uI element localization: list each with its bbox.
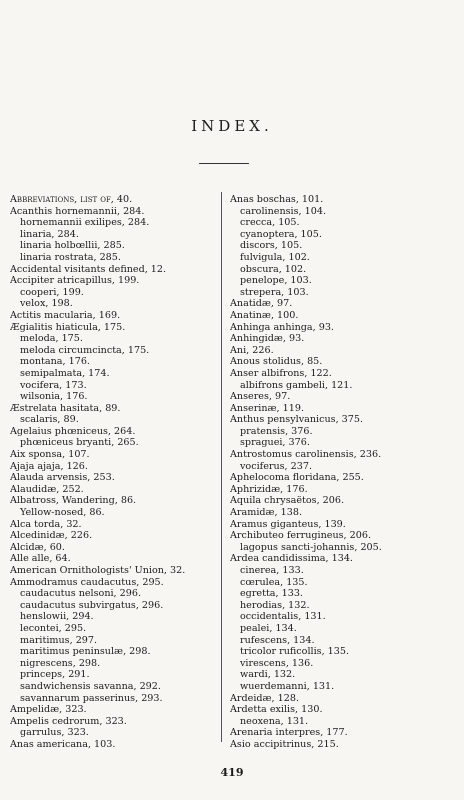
index-entry: Arenaria interpres, 177.: [230, 727, 348, 739]
index-entry: wuerdemanni, 131.: [240, 680, 335, 692]
index-entry: maritimus, 297.: [20, 634, 98, 646]
title-rule: [199, 163, 249, 164]
index-entry: linaria holbœllii, 285.: [20, 240, 125, 252]
index-entry: nigrescens, 298.: [20, 657, 101, 669]
index-entry: Anserinæ, 119.: [230, 402, 305, 414]
page-title: INDEX.: [191, 117, 273, 135]
index-entry: albifrons gambeli, 121.: [240, 379, 353, 391]
index-entry: sandwichensis savanna, 292.: [20, 680, 161, 692]
index-entry: fulvigula, 102.: [240, 251, 310, 263]
index-entry: spraguei, 376.: [240, 437, 310, 449]
index-entry: vocifera, 173.: [20, 379, 87, 391]
index-entry: Aix sponsa, 107.: [10, 449, 90, 461]
index-entry: Aramus giganteus, 139.: [230, 518, 346, 530]
index-entry: carolinensis, 104.: [240, 205, 327, 217]
index-entry: montana, 176.: [20, 356, 90, 368]
index-entry: maritimus peninsulæ, 298.: [20, 646, 151, 658]
index-entry: egretta, 133.: [240, 588, 303, 600]
index-entry: Ardea candidissima, 134.: [230, 553, 353, 565]
index-entry: wardi, 132.: [240, 669, 296, 681]
index-entry: caudacutus nelsoni, 296.: [20, 588, 142, 600]
index-entry: cooperi, 199.: [20, 286, 84, 298]
index-entry: Yellow-nosed, 86.: [20, 507, 105, 519]
index-entry: occidentalis, 131.: [240, 611, 326, 623]
index-entry: Alaudidæ, 252.: [10, 483, 84, 495]
index-entry: linaria, 284.: [20, 228, 79, 240]
index-entry: Acanthis hornemannii, 284.: [10, 205, 145, 217]
index-entry: linaria rostrata, 285.: [20, 251, 121, 263]
index-entry: Accidental visitants defined, 12.: [10, 263, 167, 275]
index-entry: Anas boschas, 101.: [230, 194, 324, 205]
index-entry: Ani, 226.: [230, 344, 274, 356]
index-entry: neoxena, 131.: [240, 715, 309, 727]
index-entry: meloda circumcincta, 175.: [20, 344, 150, 356]
index-entry: wilsonia, 176.: [20, 391, 88, 403]
index-entry: discors, 105.: [240, 240, 303, 252]
index-entry: henslowii, 294.: [20, 611, 94, 623]
index-entry: Anthus pensylvanicus, 375.: [230, 414, 364, 426]
index-entry: Asio accipitrinus, 215.: [230, 738, 339, 750]
index-entry: Alle alle, 64.: [10, 553, 71, 565]
index-entry: pealei, 134.: [240, 622, 297, 634]
index-entry: Ammodramus caudacutus, 295.: [10, 576, 164, 588]
index-entry: rufescens, 134.: [240, 634, 315, 646]
index-entry: Antrostomus carolinensis, 236.: [230, 449, 382, 461]
index-entry: strepera, 103.: [240, 286, 309, 298]
index-entry: virescens, 136.: [240, 657, 314, 669]
index-entry: obscura, 102.: [240, 263, 307, 275]
index-entry: Anatidæ, 97.: [230, 298, 293, 310]
index-entry: lecontei, 295.: [20, 622, 87, 634]
index-entry: Anous stolidus, 85.: [230, 356, 323, 368]
index-entry: princeps, 291.: [20, 669, 90, 681]
index-entry: Aramidæ, 138.: [230, 507, 303, 519]
index-entry: cyanoptera, 105.: [240, 228, 322, 240]
index-entry: Ardetta exilis, 130.: [230, 704, 323, 716]
index-entry: American Ornithologists' Union, 32.: [10, 565, 186, 576]
index-entry: herodias, 132.: [240, 599, 310, 611]
index-entry: Ardeidæ, 128.: [230, 692, 300, 704]
index-entry: lagopus sancti-johannis, 205.: [240, 541, 382, 553]
index-entry: Actitis macularia, 169.: [10, 309, 121, 321]
index-entry: Anatinæ, 100.: [230, 309, 299, 321]
index-entry: Alca torda, 32.: [10, 518, 82, 530]
index-entry: vociferus, 237.: [240, 460, 313, 472]
index-entry: semipalmata, 174.: [20, 367, 110, 379]
index-entry: tricolor ruficollis, 135.: [240, 646, 350, 658]
index-entry: scalaris, 89.: [20, 414, 79, 426]
index-entry: phœniceus bryanti, 265.: [20, 437, 139, 449]
index-entry: Anser albifrons, 122.: [230, 367, 332, 379]
index-entry: cinerea, 133.: [240, 565, 304, 576]
index-entry: Ampelis cedrorum, 323.: [10, 715, 127, 727]
index-entry: pratensis, 376.: [240, 425, 313, 437]
index-entry: Abbreviations, list of, 40.: [10, 194, 133, 205]
index-entry: Ajaja ajaja, 126.: [10, 460, 88, 472]
index-entry: crecca, 105.: [240, 217, 300, 229]
index-entry: Ægialitis hiaticula, 175.: [10, 321, 126, 333]
index-entry: Anas americana, 103.: [10, 738, 116, 750]
index-entry: Albatross, Wandering, 86.: [10, 495, 137, 507]
index-entry: penelope, 103.: [240, 275, 312, 287]
right-index-column: [230, 194, 455, 751]
index-entry: velox, 198.: [20, 298, 73, 310]
index-entry: Archibuteo ferrugineus, 206.: [230, 530, 372, 542]
index-entry: savannarum passerinus, 293.: [20, 692, 163, 704]
index-entry: Anhingidæ, 93.: [230, 333, 305, 345]
index-entry: Accipiter atricapillus, 199.: [10, 275, 140, 287]
index-entry: cœrulea, 135.: [240, 576, 308, 588]
index-entry: Æstrelata hasitata, 89.: [10, 402, 121, 414]
index-entry: Ampelidæ, 323.: [10, 704, 87, 716]
index-entry: Alcedinidæ, 226.: [10, 530, 93, 542]
index-entry: Aphelocoma floridana, 255.: [230, 472, 364, 484]
index-entry: hornemannii exilipes, 284.: [20, 217, 150, 229]
index-entry: Alcidæ, 60.: [10, 541, 65, 553]
index-entry: Aquila chrysaëtos, 206.: [230, 495, 345, 507]
index-entry: meloda, 175.: [20, 333, 83, 345]
index-entry: caudacutus subvirgatus, 296.: [20, 599, 164, 611]
left-index-column: [10, 194, 215, 751]
index-entry: Agelaius phœniceus, 264.: [10, 425, 136, 437]
index-entry: Anhinga anhinga, 93.: [230, 321, 334, 333]
index-entry: garrulus, 323.: [20, 727, 89, 739]
page-number: 419: [220, 766, 244, 779]
index-entry: Anseres, 97.: [230, 391, 291, 403]
index-entry: Aphrizidæ, 176.: [230, 483, 308, 495]
index-entry: Alauda arvensis, 253.: [10, 472, 115, 484]
column-divider: [221, 192, 222, 742]
